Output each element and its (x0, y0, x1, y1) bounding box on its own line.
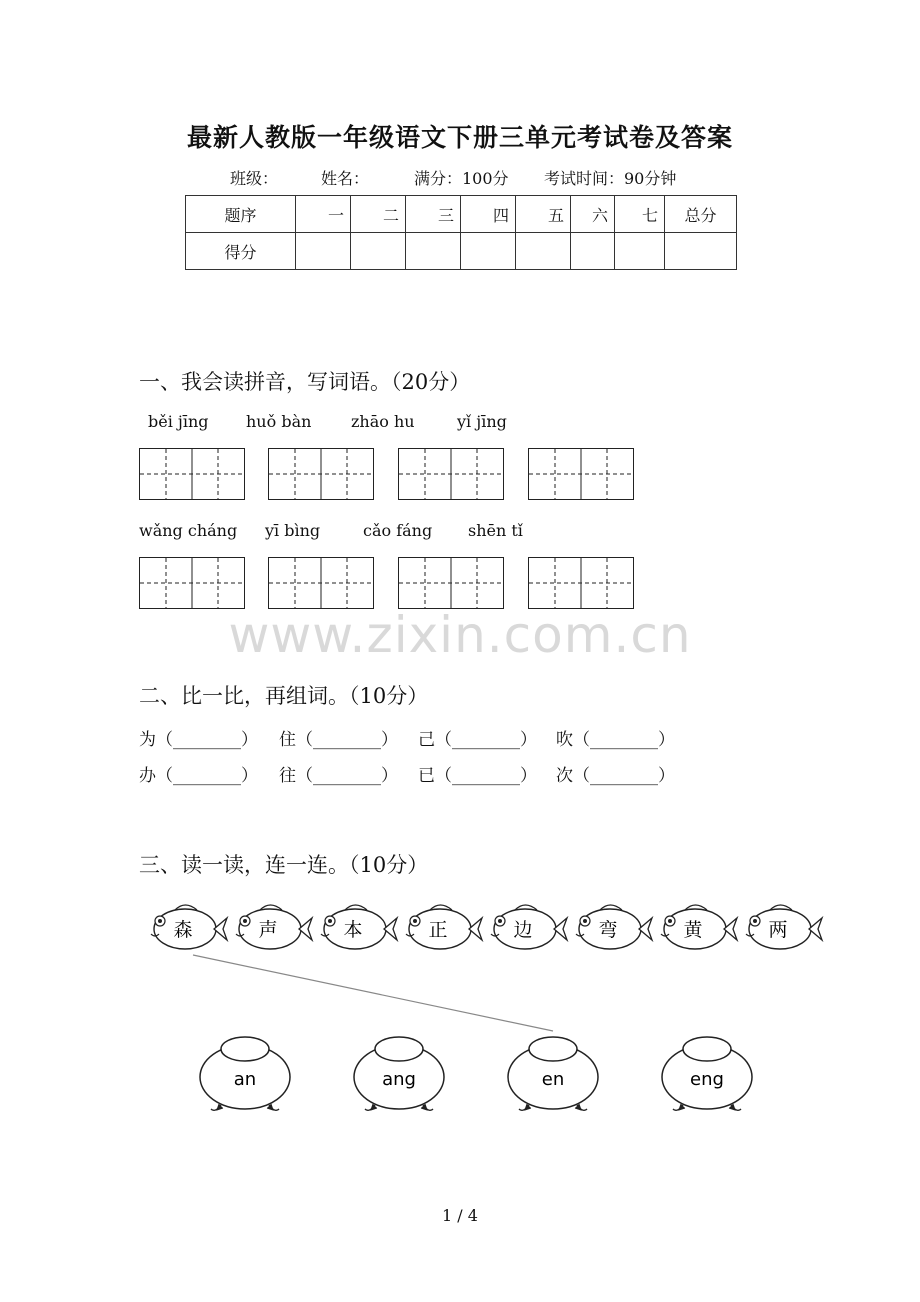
fish-card[interactable] (746, 905, 822, 949)
fish-character: 黄 (683, 919, 703, 941)
score-header-cell: 七 (615, 196, 665, 233)
word-fill-item[interactable]: 为（________） (139, 730, 258, 750)
score-row-label: 得分 (186, 233, 296, 270)
word-fill-item[interactable]: 次（________） (556, 766, 675, 786)
section1-heading: 一、我会读拼音，写词语。（20分） (139, 370, 471, 394)
score-header-cell: 六 (571, 196, 615, 233)
exam-time: 考试时间：90分钟 (544, 169, 677, 188)
connecting-line (193, 955, 553, 1031)
page-title: 最新人教版一年级语文下册三单元考试卷及答案 (186, 123, 733, 152)
score-header-cell: 三 (406, 196, 461, 233)
pinyin-label: běi jīng (148, 412, 209, 431)
pinyin-label: huǒ bàn (246, 412, 312, 431)
pinyin-label: cǎo fáng (363, 521, 433, 540)
pinyin-label: zhāo hu (351, 412, 415, 431)
word-fill-item[interactable]: 住（________） (279, 730, 398, 750)
fish-character: 两 (768, 919, 788, 941)
full-score: 满分：100分 (414, 169, 509, 188)
page-number: 1 / 4 (442, 1206, 478, 1225)
fish-character: 正 (428, 919, 448, 941)
fish-character: 弯 (598, 919, 618, 941)
section3-heading: 三、读一读，连一连。（10分） (139, 853, 429, 877)
pinyin-label: wǎng cháng (139, 521, 238, 540)
word-fill-item[interactable]: 吹（________） (556, 730, 675, 750)
word-fill-item[interactable]: 往（________） (279, 766, 398, 786)
fish-card[interactable] (236, 905, 312, 949)
fish-character: 本 (343, 919, 363, 941)
section2-heading: 二、比一比，再组词。（10分） (139, 684, 429, 708)
pot-label: eng (690, 1069, 724, 1090)
pot-card[interactable] (200, 1037, 290, 1110)
score-header-cell: 四 (461, 196, 516, 233)
class-label: 班级： (230, 169, 279, 188)
pot-card[interactable] (508, 1037, 598, 1110)
score-header-cell: 题序 (186, 196, 296, 233)
pinyin-label: yī bìng (265, 521, 321, 540)
pinyin-label: shēn tǐ (468, 521, 523, 540)
fish-card[interactable] (151, 905, 227, 949)
name-label: 姓名： (321, 169, 370, 188)
pot-label: ang (382, 1069, 416, 1090)
pot-card[interactable] (662, 1037, 752, 1110)
fish-character: 边 (513, 919, 533, 941)
word-fill-item[interactable]: 己（________） (418, 730, 537, 750)
fish-character: 声 (258, 919, 278, 941)
pot-label: en (541, 1069, 565, 1090)
word-fill-item[interactable]: 已（________） (418, 766, 537, 786)
score-header-cell: 一 (296, 196, 351, 233)
score-header-cell: 五 (516, 196, 571, 233)
pinyin-label: yǐ jīng (457, 412, 507, 431)
fish-card[interactable] (321, 905, 397, 949)
fish-card[interactable] (661, 905, 737, 949)
fish-card[interactable] (576, 905, 652, 949)
word-fill-item[interactable]: 办（________） (139, 766, 258, 786)
score-header-cell: 总分 (665, 196, 737, 233)
pot-card[interactable] (354, 1037, 444, 1110)
fish-character: 森 (173, 919, 193, 941)
fish-card[interactable] (406, 905, 482, 949)
score-header-cell: 二 (351, 196, 406, 233)
watermark: www.zixin.com.cn (228, 606, 692, 664)
pot-label: an (233, 1069, 257, 1090)
fish-card[interactable] (491, 905, 567, 949)
